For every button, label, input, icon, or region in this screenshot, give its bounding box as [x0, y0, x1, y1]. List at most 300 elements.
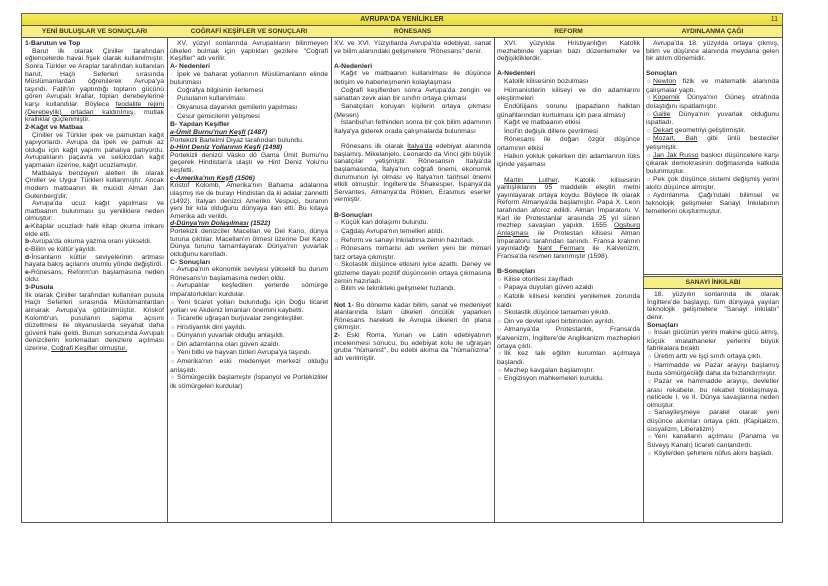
- column-body: [643, 38, 782, 216]
- bullet-item: [497, 293, 640, 309]
- text-segment: Yeni ticaret yolları bulunduğu için Doğu ticaret yolları ve Akdeniz limanları önemini kaybetti.: [170, 298, 328, 315]
- bullet-item: [647, 409, 779, 433]
- text-segment: geometriyi geliştirmiştir.: [673, 126, 746, 134]
- section-heading: [25, 284, 164, 292]
- text-segment: (1506): [233, 174, 255, 182]
- text-segment: (1498): [260, 144, 283, 152]
- bullet-item: [647, 450, 779, 459]
- text-segment: edebiyat alanında başlamış, Mikelanjelo, Leonardo da Vinci gibi büyük sanatçılar yetişmiştir. Rönesansın İtalya'da başlamasında, İtalya'nın coğrafi önemi, ekonomik durumunun iyi olması ve İtalya'nın tarihsel önemi etkili olmuştur. İngiltere'de Shakesper, İspanya'da Servantes, Almanya'da Röklen, Erasmus eserler vermiştir.: [334, 143, 491, 204]
- bullet-item: [170, 324, 328, 333]
- bullet-item: [170, 315, 328, 324]
- text-segment: A-Nedenleri: [334, 62, 373, 70]
- bullet-item: [170, 358, 328, 374]
- circle-bullet-icon: ◌: [497, 103, 501, 110]
- column-header: REFORM: [494, 25, 643, 38]
- underlined-text: a-Ümit Burnu'nun Keşfi: [170, 128, 246, 136]
- sun-bullet-icon: ☼: [497, 318, 503, 325]
- paragraph: [25, 292, 164, 353]
- circle-bullet-icon: ◌: [170, 113, 174, 120]
- paragraph: [25, 238, 164, 246]
- text-segment: İstanbul'un fethinden sonra bir çok bilim adamının İtalya'ya giderek orada çalışmalarda bulunması: [334, 119, 491, 135]
- sun-bullet-icon: ☼: [170, 341, 176, 348]
- spacer: [334, 294, 491, 302]
- text-segment: Halkın yokluk çekerken din adamlarının lüks içinde yaşaması: [497, 152, 640, 169]
- column-body: [494, 38, 643, 384]
- bullet-item: [647, 353, 779, 362]
- text-segment: Eski Roma, Yunan ve Latin edebiyatının incelenmesi sonucu, bu edebiyat kolu ile uğraşan gruba "hümanist", bu edebi akıma da "hümanizma" adı verilmiştir.: [334, 332, 491, 362]
- text-segment: XV. yüzyıl sonlarında Avrupalıların bilinmeyen ülkeleri bulmak için yaptıkları gezilere "Coğrafi Keşifler" adı verilir.: [170, 40, 328, 63]
- bullet-item: [334, 219, 491, 228]
- subheading: [170, 144, 328, 152]
- bullet-item: [646, 127, 779, 136]
- bullet-item: [647, 433, 779, 449]
- text-segment: fizik ve matematik alanında çalışmalar yaptı.: [646, 78, 779, 94]
- text-segment: Coğrafi keşiflerden sonra Avrupa'da zengin ve sanattan zevk alan bir sınıfın ortaya çıkması: [334, 86, 491, 103]
- bullet-item: [497, 87, 640, 103]
- text-segment: Üretim arttı ve işçi sınıfı ortaya çıktı.: [654, 353, 763, 360]
- sun-bullet-icon: ☼: [170, 283, 176, 290]
- sun-bullet-icon: ☼: [170, 350, 176, 357]
- column-ronesans: [331, 25, 495, 523]
- paragraph: [497, 40, 640, 63]
- paragraph: [334, 143, 491, 204]
- paragraph: [334, 40, 491, 55]
- bullet-item: [170, 349, 328, 358]
- text-segment: İlk olarak Çiniller tarafından kullanılan pusula Haçlı Seferleri sırasında Müslümanlardan alınarak Avrupa'ya götürülmüştür. Kriskof Kolomb'un, pusulanın sapma açısını düzeltmesi ile okyanuslarda seyahat daha güvenli hale geldi. Bunun sonucunda Avrupalı denizcilerin korkmadan denizlere açılması üzerine,: [25, 291, 164, 352]
- text-segment: Dünya'nın yuvarlak olduğunu ispatladı.: [646, 110, 779, 127]
- sun-bullet-icon: ☼: [497, 276, 503, 283]
- text-segment: İpek ve baharat yollarının Müslümanların elinde bulunması: [170, 70, 328, 87]
- column-body: [644, 289, 782, 458]
- bullet-item: [646, 192, 779, 216]
- section-heading: [25, 124, 164, 132]
- bullet-item: [170, 71, 328, 87]
- sun-bullet-icon: ☼: [646, 79, 652, 86]
- bullet-item: [170, 341, 328, 350]
- sun-bullet-icon: ☼: [497, 367, 503, 374]
- bullet-item: [497, 119, 640, 128]
- column-header: YENİ BULUŞLAR VE SONUÇLARI: [22, 25, 167, 38]
- spacer: [334, 204, 491, 212]
- bullet-item: [170, 104, 328, 113]
- bullet-item: [497, 309, 640, 318]
- circle-bullet-icon: ◌: [497, 153, 501, 160]
- text-segment: Mezhep kavgaları başlamıştır.: [504, 366, 595, 374]
- bullet-item: [334, 87, 491, 103]
- circle-bullet-icon: ◌: [334, 87, 338, 94]
- sun-bullet-icon: ☼: [497, 327, 503, 334]
- text-segment: Avrupalılar keşfedilen yerlerde sömürge imparatorlukları kurdular.: [170, 282, 328, 298]
- column-header: RÖNESANS: [331, 25, 494, 38]
- bullet-item: [170, 266, 328, 282]
- text-segment: XV. ve XVI. Yüzyıllarda Avrupa'da edebiyat, sanat ve bilim alanındaki gelişmelere "Rönesans" denir.: [334, 40, 491, 55]
- text-segment: A- Nedenleri: [170, 62, 211, 70]
- bullet-item: [646, 78, 779, 94]
- circle-bullet-icon: ◌: [170, 105, 174, 111]
- bold-text: Not 1-: [334, 301, 357, 309]
- text-segment: Hristiyanlık dini yayıldı.: [177, 323, 247, 331]
- text-segment: Cesur gemicilerin yetişmesi: [177, 112, 260, 120]
- text-segment: Rönesans ile doğan özgür düşünce ortamının etkisi: [497, 136, 640, 153]
- column-header: COĞRAFİ KEŞİFLER VE SONUÇLARI: [167, 25, 331, 38]
- text-segment: 1-Barutun ve Top: [25, 40, 81, 47]
- text-segment: Sanatçıları koruyan kişilerin ortaya çıkması (Mesen): [334, 102, 491, 119]
- text-segment: Skolastik düşünce tamamen yıkıldı.: [504, 309, 611, 317]
- paragraph: [25, 269, 164, 284]
- sun-bullet-icon: ☼: [497, 285, 503, 292]
- sun-bullet-icon: ☼: [334, 246, 340, 253]
- bold-text: b-: [25, 238, 32, 246]
- bold-text: d-: [25, 253, 32, 261]
- circle-bullet-icon: ◌: [497, 79, 501, 86]
- spacer: [497, 63, 640, 71]
- column-yeni-buluslar: [21, 25, 168, 523]
- paragraph: [25, 170, 164, 201]
- text-segment: Avrupa'nın ekonomik seviyesi yükseldi bu durum Rönesans'ın başlamasına neden oldu.: [170, 266, 328, 282]
- bullet-item: [170, 87, 328, 96]
- bullet-item: [497, 318, 640, 327]
- text-segment: Portekizli Bartelmi Diyaz tarafından bulundu.: [170, 136, 304, 144]
- bullet-item: [170, 299, 328, 315]
- bold-text: a-: [25, 223, 32, 230]
- page-number: 11: [770, 16, 778, 23]
- bullet-item: [334, 245, 491, 261]
- text-segment: Engizisyon mahkemeleri kuruldu.: [504, 375, 604, 383]
- circle-bullet-icon: ◌: [170, 96, 174, 103]
- bullet-item: [646, 94, 779, 110]
- text-segment: Sonuçları: [647, 321, 678, 329]
- underlined-text: Mozart, Bah: [653, 135, 698, 143]
- text-segment: Ticaretle uğraşan burjuvalar zenginleştiler.: [177, 314, 305, 322]
- bullet-item: [497, 375, 640, 384]
- sun-bullet-icon: ☼: [646, 176, 652, 183]
- column-aydinlanma-cagi: [643, 25, 783, 275]
- text-segment: Dünyanın yuvarlak olduğu anlaşıldı.: [177, 332, 285, 340]
- sun-bullet-icon: ☼: [334, 220, 340, 227]
- text-segment: Rönesans mimarisi adı verilen yeni bir mimari tarz ortaya çıkmıştır.: [334, 245, 491, 261]
- text-segment: ile Protestan kilisesi Alman İmparatoru tarafından tanındı. Fransa kralının yayınladığı: [497, 229, 640, 253]
- sun-bullet-icon: ☼: [170, 299, 176, 306]
- circle-bullet-icon: ◌: [334, 120, 338, 127]
- text-segment: Kitaplar ucuzladı halk kitap okuma imkanı elde etti.: [25, 223, 164, 238]
- bullet-item: [334, 228, 491, 237]
- bullet-item: [646, 176, 779, 192]
- section-heading: [497, 268, 640, 276]
- bullet-item: [170, 374, 328, 390]
- paragraph: [497, 177, 640, 261]
- bullet-item: [497, 128, 640, 137]
- section-heading: [497, 70, 640, 78]
- text-segment: Amerika'nın eski medeniyet merkezi olduğu anlaşıldı.: [170, 358, 328, 374]
- bullet-item: [647, 378, 779, 410]
- bullet-item: [334, 119, 491, 135]
- circle-bullet-icon: ◌: [497, 128, 501, 135]
- column-reform: [494, 25, 644, 523]
- text-segment: B-Sonuçları: [334, 211, 373, 219]
- underlined-text: Jan Jak Russo: [653, 151, 699, 159]
- underlined-text: c-Amerika'nın Keşfi: [170, 174, 234, 182]
- bold-text: c-: [25, 245, 32, 253]
- text-segment: Bilim ve kültür yayıldı.: [31, 245, 97, 253]
- sun-bullet-icon: ☼: [647, 330, 653, 337]
- bullet-item: [334, 103, 491, 119]
- underlined-text: Dekart: [653, 126, 674, 134]
- section-heading: [334, 212, 491, 220]
- sun-bullet-icon: ☼: [170, 324, 176, 331]
- sun-bullet-icon: ☼: [334, 237, 340, 244]
- circle-bullet-icon: ◌: [497, 120, 501, 127]
- section-heading: [25, 40, 164, 48]
- text-segment: Almanya'da Protestanlık, Fransa'da Kalvenizm, İngiltere'de Anglikanizm mezhepleri ortaya çıktı.: [497, 326, 640, 350]
- text-segment: Reform ve sanayi inkılabına zemin hazırladı.: [341, 236, 475, 244]
- text-segment: Din ve devlet işleri birbirinden ayrıldı.: [504, 317, 616, 325]
- text-segment: Aydınlanma Çağı'ndaki bilimsel ve teknolojik gelişmeler Sanayi İnkılabının temellerini oluşturmuştur.: [646, 191, 779, 216]
- text-segment: Sonuçları: [646, 70, 677, 78]
- paragraph: [647, 291, 779, 322]
- bullet-item: [334, 237, 491, 246]
- paragraph: [646, 40, 779, 63]
- spacer: [334, 135, 491, 143]
- underlined-text: Coğrafi Keşifler olmuştur.: [51, 345, 128, 352]
- text-segment: 18. yüzyılın sonlarında ilk olarak İngiltere'de başlayıp, tüm dünyaya yayılan teknolojik gelişmelere "Sanayi İnkılabı" denir.: [647, 291, 779, 321]
- bullet-item: [170, 113, 328, 122]
- sun-bullet-icon: ☼: [170, 315, 176, 322]
- bullet-item: [334, 261, 491, 285]
- bullet-item: [170, 95, 328, 104]
- section-heading: [647, 322, 779, 330]
- bullet-item: [170, 332, 328, 341]
- underlined-text: Ogsburg Anlaşması: [497, 222, 640, 237]
- sun-bullet-icon: ☼: [646, 152, 652, 159]
- bullet-item: [646, 135, 779, 151]
- bold-text: e-: [25, 268, 32, 276]
- paragraph: [25, 246, 164, 254]
- sun-bullet-icon: ☼: [170, 375, 176, 382]
- text-segment: Din adamlarına olan güven azaldı.: [177, 340, 281, 348]
- text-segment: B- Yapılan Keşifler: [170, 121, 230, 129]
- text-segment: A-Nedenleri: [497, 70, 536, 78]
- circle-bullet-icon: ◌: [497, 87, 501, 94]
- sun-bullet-icon: ☼: [646, 136, 652, 143]
- text-segment: İnsanların kültür seviyelerinin artması hayata bakış açılarını olumlu yönde değiştirdi.: [25, 253, 164, 269]
- sun-bullet-icon: ☼: [170, 267, 176, 274]
- paragraph: [170, 137, 328, 145]
- circle-bullet-icon: ◌: [170, 71, 174, 78]
- paragraph: [334, 302, 491, 333]
- text-segment: (1522): [248, 220, 271, 228]
- sun-bullet-icon: ☼: [647, 378, 653, 385]
- text-segment: B-Sonuçları: [497, 268, 536, 276]
- bullet-item: [647, 362, 779, 378]
- text-segment: Yeni kanalların açılması (Panama ve Süveyş Kanalı) ticareti canlandırdı.: [647, 433, 779, 449]
- text-segment: Portekizli denizci Vasko dö Gama Ümit Bumu'nu geçerek Hindistan'a ulaştı ve Hint Deniz Yolu'nu keşfetti.: [170, 151, 328, 174]
- text-segment: Yeni bitki ve hayvan türleri Avrupa'ya taşındı.: [177, 349, 312, 357]
- text-segment: Barut ilk olarak Çiniller tarafından eğlencelerde havai fişek olarak kullanılmıştır. Sonra Türkler ve Araplar tarafından kullanılan barut, Haçlı Seferleri sırasında Müslümanlardan öğrenilerek Avrupa'ya taşındı. Fatih'in yaptırdığı topların gücünü gören Avrupalı krallar, topları derebeylerine karşı kullandılar. Böylece: [25, 47, 164, 108]
- sun-bullet-icon: ☼: [497, 293, 503, 300]
- section-heading: [170, 121, 328, 129]
- text-segment: Çiniller ve Türkler ipek ve pamuktan kağıt yapıyorlardı. Avrupa da ipek ve pamuk az olduğu için kağıt yapımı pahalıya patıyordu. Avrupalıların paçavra ve selülozdan kağıt yapmaları üzerine, kağıt ucuzlamıştır.: [25, 131, 164, 169]
- text-segment: Endülüjans sorunu (papazların halktan günahlarından kurtulması için para alması): [497, 102, 640, 119]
- text-segment: Pek çok düşünce sistemi değişmiş yerini akılcı düşünce almıştır.: [646, 175, 779, 192]
- sun-bullet-icon: ☼: [334, 228, 340, 235]
- paragraph: [25, 200, 164, 223]
- text-segment: Bu döneme kadar bilim, sanat ve medeniyet alanlarında İslam ülkeleri öncülük yaparken Rönesans hareketi ile Avrupa ülkeleri ön plana çıkmıştır.: [334, 301, 491, 332]
- paragraph: [25, 254, 164, 269]
- text-segment: 2-Kağıt ve Matbaa: [25, 123, 83, 131]
- bullet-item: [646, 152, 779, 176]
- column-header: AYDINLANMA ÇAĞI: [643, 25, 782, 38]
- paragraph: [25, 223, 164, 238]
- sun-bullet-icon: ☼: [646, 127, 652, 134]
- sun-bullet-icon: ☼: [647, 450, 653, 457]
- bullet-item: [334, 70, 491, 86]
- sun-bullet-icon: ☼: [334, 262, 340, 269]
- text-segment: Matbaaya benzeyen aletleri ilk olarak Çiniller ve Uygur Türkleri kullanmıştır. Ancak modern matbaanın ilk mucidi Alman Jan Gutenberg'dir.: [25, 169, 164, 200]
- column-header: SANAYİ İNKILABI: [644, 276, 782, 289]
- sun-bullet-icon: ☼: [646, 95, 652, 102]
- sun-bullet-icon: ☼: [170, 359, 176, 365]
- text-segment: C- Sonuçları: [170, 258, 211, 266]
- text-segment: Rönesans ilk olarak: [341, 143, 408, 151]
- text-segment: İlk kez laik eğitim kurumları açılmaya başlandı.: [497, 350, 640, 366]
- text-segment: 3-Pusula: [25, 284, 54, 291]
- subheading: [170, 129, 328, 137]
- section-heading: [170, 259, 328, 267]
- bullet-item: [497, 284, 640, 293]
- text-segment: Köylerden şehirlere nüfus akını başladı.: [654, 449, 774, 457]
- underlined-text: Nant Fermanı: [537, 245, 585, 253]
- text-segment: Okyanusa dayanıklı gemilerin yapılması: [177, 104, 298, 111]
- text-segment: Sömürgecilik başlamıştır (İspanyol ve Portekizliler ilk sömürgeleri kurdular): [170, 374, 328, 390]
- text-segment: Coğrafya bilgisinin ilerlemesi: [177, 86, 264, 94]
- underlined-text: Kopernik: [653, 94, 680, 102]
- section-heading: [334, 63, 491, 71]
- paragraph: [25, 132, 164, 170]
- paragraph: [334, 332, 491, 363]
- bullet-item: [497, 350, 640, 366]
- text-segment: Papaya duyulan güven azaldı: [504, 284, 594, 292]
- paragraph: [25, 48, 164, 124]
- bullet-item: [497, 276, 640, 285]
- text-segment: (1487): [245, 128, 268, 136]
- circle-bullet-icon: ◌: [170, 87, 174, 94]
- underlined-text: b-Hint Deniz Yollarının Keşfi: [170, 144, 261, 152]
- underlined-text: Galile: [653, 110, 671, 118]
- text-segment: Portekizli denizciler Macellan ve Del Kano, dünya turuna çıktılar. Macellan'ın ölmesi üzerine Del Kano Dünya turunu tamamlayarak Dünya'nın yuvarlak olduğunu kanıtladı.: [170, 228, 328, 258]
- sun-bullet-icon: ☼: [646, 192, 652, 199]
- bullet-item: [497, 367, 640, 376]
- text-segment: Avrupa'da ucuz kağıt yapılması ve matbaanın bulunması şu yeniliklere neden olmuştur:: [25, 200, 164, 223]
- underlined-text: feodalite rejimi (Derebeylik) ortadan kaldırılmış: [25, 101, 164, 116]
- text-segment: Rönesans, Reform'un başlamasına neden oldu.: [25, 268, 164, 284]
- bullet-item: [497, 136, 640, 152]
- paragraph: [170, 40, 328, 63]
- sun-bullet-icon: ☼: [647, 354, 653, 360]
- bullet-item: [647, 329, 779, 353]
- spacer: [497, 260, 640, 268]
- bullet-item: [497, 153, 640, 169]
- underlined-text: d-Dünya'nın Dolaşılması: [170, 220, 249, 228]
- circle-bullet-icon: ◌: [334, 103, 338, 110]
- section-heading: [170, 63, 328, 71]
- text-segment: Avrupa'da 18. yüzyılda ortaya çıkmış, bilim ve düşünce alanında meydana gelen bir atılım dönemidir.: [646, 40, 779, 63]
- text-segment: gibi ünlü besteciler yetişmiştir.: [646, 135, 779, 152]
- text-segment: Pazar ve hammadde arayışı, devletler arası rekabete, bu rekabet bloklaşmaya, neticede I. ve II. Dünya savaşlarına neden olmuştur.: [647, 377, 779, 409]
- text-segment: , mutlak krallıklar güçlenmiştir.: [25, 108, 164, 124]
- sun-bullet-icon: ☼: [647, 362, 653, 369]
- column-body: [167, 38, 331, 391]
- bullet-item: [646, 111, 779, 127]
- underlined-text: İtalya'da: [407, 143, 433, 151]
- paragraph: [170, 228, 328, 259]
- sun-bullet-icon: ☼: [647, 434, 653, 441]
- column-body: [331, 38, 494, 363]
- column-cografi-kesifler: [167, 25, 332, 523]
- circle-bullet-icon: ◌: [334, 71, 338, 78]
- text-segment: Skolastik düşünce etkisini iyice azalttı. Deney ve gözleme dayalı pozitif düşüncenin ortaya çıkmasına zemin hazırladı.: [334, 261, 491, 285]
- text-segment: Sanayileşmeye paralel olarak yeni düşünce akımları ortaya çıktı. (Kapitalizm, sosyalizm, Liberalizm): [647, 409, 779, 433]
- text-segment: Kağıt ve matbaanın etkisi: [504, 119, 581, 127]
- sun-bullet-icon: ☼: [646, 111, 652, 118]
- bullet-item: [497, 103, 640, 119]
- bullet-item: [170, 282, 328, 298]
- sun-bullet-icon: ☼: [497, 310, 503, 317]
- text-segment: XVI. yüzyılda Hristiyanlığın Katolik mezhebinde yapılan bazı düzenlemeler ve değişikliklerdir.: [497, 40, 640, 63]
- subheading: [170, 220, 328, 228]
- section-heading: [646, 70, 779, 78]
- text-segment: Hümanistlerin kiliseyi ve din adamlarını eleştirmeleri: [497, 86, 640, 103]
- text-segment: Kristof Kolomb, Amerika'nın Bahama adalarına ulaşmış ise de burayı Hindistan da ki adalar zannetti (1492). İtalyan denizci Ameriko Vespuçi, buranın yeni bir kıta olduğunu dünyaya ilan etti. Bu kıtaya Amerika adı verildi.: [170, 182, 328, 220]
- text-segment: Pusulanın kullanılması: [177, 95, 246, 103]
- paragraph: [170, 152, 328, 175]
- bold-text: 2-: [334, 332, 347, 339]
- text-segment: Kilise otoritesi zayıfladı: [504, 275, 574, 283]
- text-segment: Kağıt ve matbaanın kullanılması ile düşünce iletişim ve haberleşmenin kolaylaşması: [334, 70, 491, 87]
- subheading: [170, 175, 328, 183]
- sun-bullet-icon: ☼: [170, 333, 176, 340]
- paragraph: [170, 182, 328, 220]
- text-segment: Hammadde ve Pazar arayışı başlamış buda sömürgeciliği daha da hızlandırmıştır.: [647, 361, 779, 378]
- bullet-item: [497, 326, 640, 350]
- text-segment: ile Kalvenizm, Fransa'da resmen tanınmıştır (1598).: [497, 245, 640, 260]
- sun-bullet-icon: ☼: [497, 351, 503, 358]
- spacer: [497, 169, 640, 177]
- spacer: [646, 63, 779, 71]
- text-segment: Katolik kilisesinin bozulması: [504, 78, 589, 86]
- text-segment: Avrupa'da okuma yazma oranı yükseldi.: [31, 238, 152, 246]
- circle-bullet-icon: ◌: [497, 137, 501, 144]
- bullet-item: [497, 78, 640, 87]
- text-segment: Bilim ve teknikteki gelişmeler hızlandı.: [341, 285, 456, 293]
- text-segment: Küçük kan dolaşımı bulundu.: [341, 219, 429, 227]
- text-segment: , Katolik kilisesinin yanlışlıklarını 95 maddelik eleştiri metni yayınlayarak ortaya koydu. Böylece ilk olarak Reform Almanya'da başlamıştır. Papa X. Leon tarafından aforoz edildi. Alman İmparatoru V. Karl ile Protestanlar arasında 25 yıl süren mezhep savaşları yapıldı. 1555: [497, 176, 641, 230]
- text-segment: İnsan gücünün yerini makine gücü almış, küçük imalathaneler yerlerini büyük fabrikalara bıraktı: [647, 329, 779, 353]
- column-body: [22, 38, 167, 353]
- text-segment: baskıcı düşüncelere karşı çıkarak demokrasinin doğmasında katkıda bulunmuştur.: [646, 151, 779, 175]
- spacer: [334, 55, 491, 63]
- bullet-item: [334, 285, 491, 294]
- column-sanayi-inkilabi: [643, 276, 783, 523]
- text-segment: Katolik kilisesi kendini yenilemek zorunda kaldı: [497, 292, 640, 309]
- sun-bullet-icon: ☼: [334, 286, 340, 293]
- underlined-text: Newton: [653, 78, 677, 86]
- text-segment: Dünya'nın Güneş etrafında dolaştığını ispatlamıştır.: [646, 94, 779, 110]
- sun-bullet-icon: ☼: [497, 376, 503, 383]
- text-segment: Çağdaş Avrupa'nın temelleri atıldı.: [341, 227, 445, 235]
- underlined-text: Martin Luther: [504, 176, 558, 184]
- sun-bullet-icon: ☼: [647, 410, 653, 417]
- page-title: AVRUPA'DA YENİLİKLER: [360, 16, 444, 23]
